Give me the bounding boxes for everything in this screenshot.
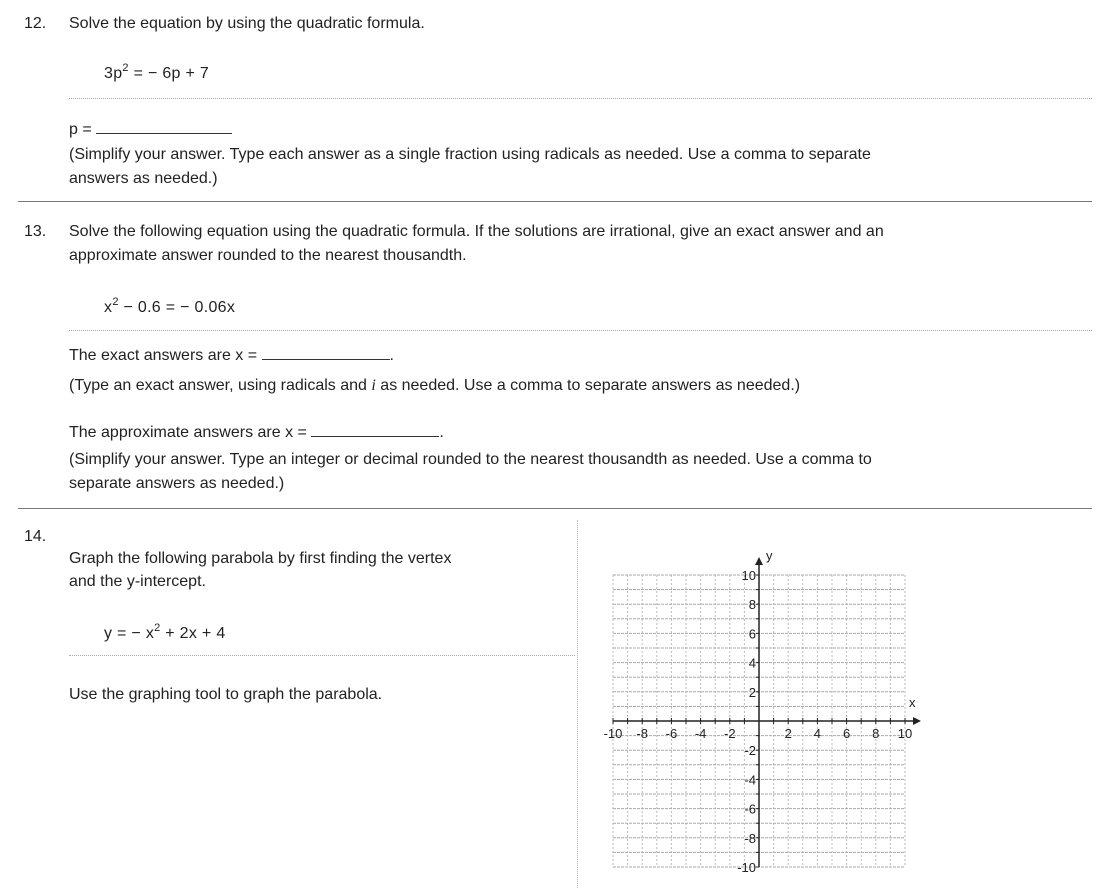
problem-12-number: 12. (24, 15, 47, 32)
x-tick-label: 2 (784, 726, 792, 741)
problem-13-number: 13. (24, 223, 47, 240)
x-tick-label: 4 (813, 726, 822, 741)
divider (69, 330, 1092, 331)
separator (18, 508, 1092, 509)
y-tick-label: 2 (748, 684, 756, 700)
problem-14-prompt-1: Graph the following parabola by first finding the vertex (69, 550, 452, 567)
tick-labels (604, 548, 916, 875)
x-tick-label: -6 (665, 726, 678, 741)
problem-12-note-2: answers as needed.) (69, 170, 218, 187)
approx-answer-note-1: (Simplify your answer. Type an integer or decimal rounded to the nearest thousandth as needed. Use a comma to (69, 451, 872, 468)
p-answer-input[interactable] (96, 119, 232, 134)
y-tick-label: 8 (748, 597, 756, 613)
problem-12-equation: $3p^2$ = − 6p + 7 (104, 62, 210, 82)
exact-answer-note: (Type an exact answer, using radicals and i as needed. Use a comma to separate answers as needed.) (69, 377, 801, 394)
problem-14-number: 14. (24, 528, 47, 545)
exact-answer-input[interactable] (262, 345, 390, 360)
problem-12-prompt: Solve the equation by using the quadratic formula. (69, 15, 425, 32)
graphing-tool[interactable] (590, 545, 930, 885)
x-axis-arrow-icon (913, 717, 921, 725)
problem-13-prompt-2: approximate answer rounded to the nearest thousandth. (69, 247, 467, 264)
x-tick-label: -4 (694, 726, 707, 741)
y-tick-label: -4 (744, 772, 756, 788)
approx-answer-input[interactable] (311, 422, 439, 437)
y-tick-label: 6 (748, 626, 756, 642)
problem-13-prompt-1: Solve the following equation using the quadratic formula. If the solutions are irrational, give an exact answer and an (69, 223, 884, 240)
y-tick-label: 10 (741, 568, 756, 583)
column-divider (577, 520, 578, 888)
problem-14-equation: y = − $x^2 + 2x + 4$ (104, 622, 226, 642)
problem-14-prompt-2: and the y-intercept. (69, 573, 206, 590)
axes (613, 557, 921, 867)
y-tick-label: 4 (748, 655, 756, 671)
x-tick-label: 10 (897, 726, 913, 741)
x-tick-label: -10 (603, 726, 623, 741)
y-tick-label: -8 (744, 830, 756, 846)
x-tick-label: 8 (872, 726, 880, 741)
divider (69, 98, 1092, 99)
y-axis-label: y (766, 548, 773, 563)
divider (69, 655, 575, 656)
y-axis-arrow-icon (755, 557, 763, 565)
problem-13-equation: $x^2 - 0.6$ = − 0.06x (104, 296, 236, 316)
problem-12-note-1: (Simplify your answer. Type each answer as a single fraction using radicals as needed. Use a comma to separate (69, 146, 871, 163)
problem-12-answer-row: p = (69, 119, 232, 140)
approx-answer-row: The approximate answers are x = . (69, 424, 444, 441)
x-tick-label: -2 (724, 726, 736, 741)
x-axis-label: x (909, 695, 916, 710)
problem-14-instruction: Use the graphing tool to graph the parabola. (69, 686, 383, 703)
x-tick-label: -8 (636, 726, 648, 741)
exact-answer-row: The exact answers are x = . (69, 347, 394, 364)
y-tick-label: -2 (744, 743, 756, 759)
approx-answer-note-2: separate answers as needed.) (69, 475, 285, 492)
y-tick-label: -6 (744, 801, 756, 817)
separator (18, 201, 1092, 202)
x-tick-label: 6 (842, 726, 851, 741)
y-tick-label: -10 (737, 860, 756, 875)
